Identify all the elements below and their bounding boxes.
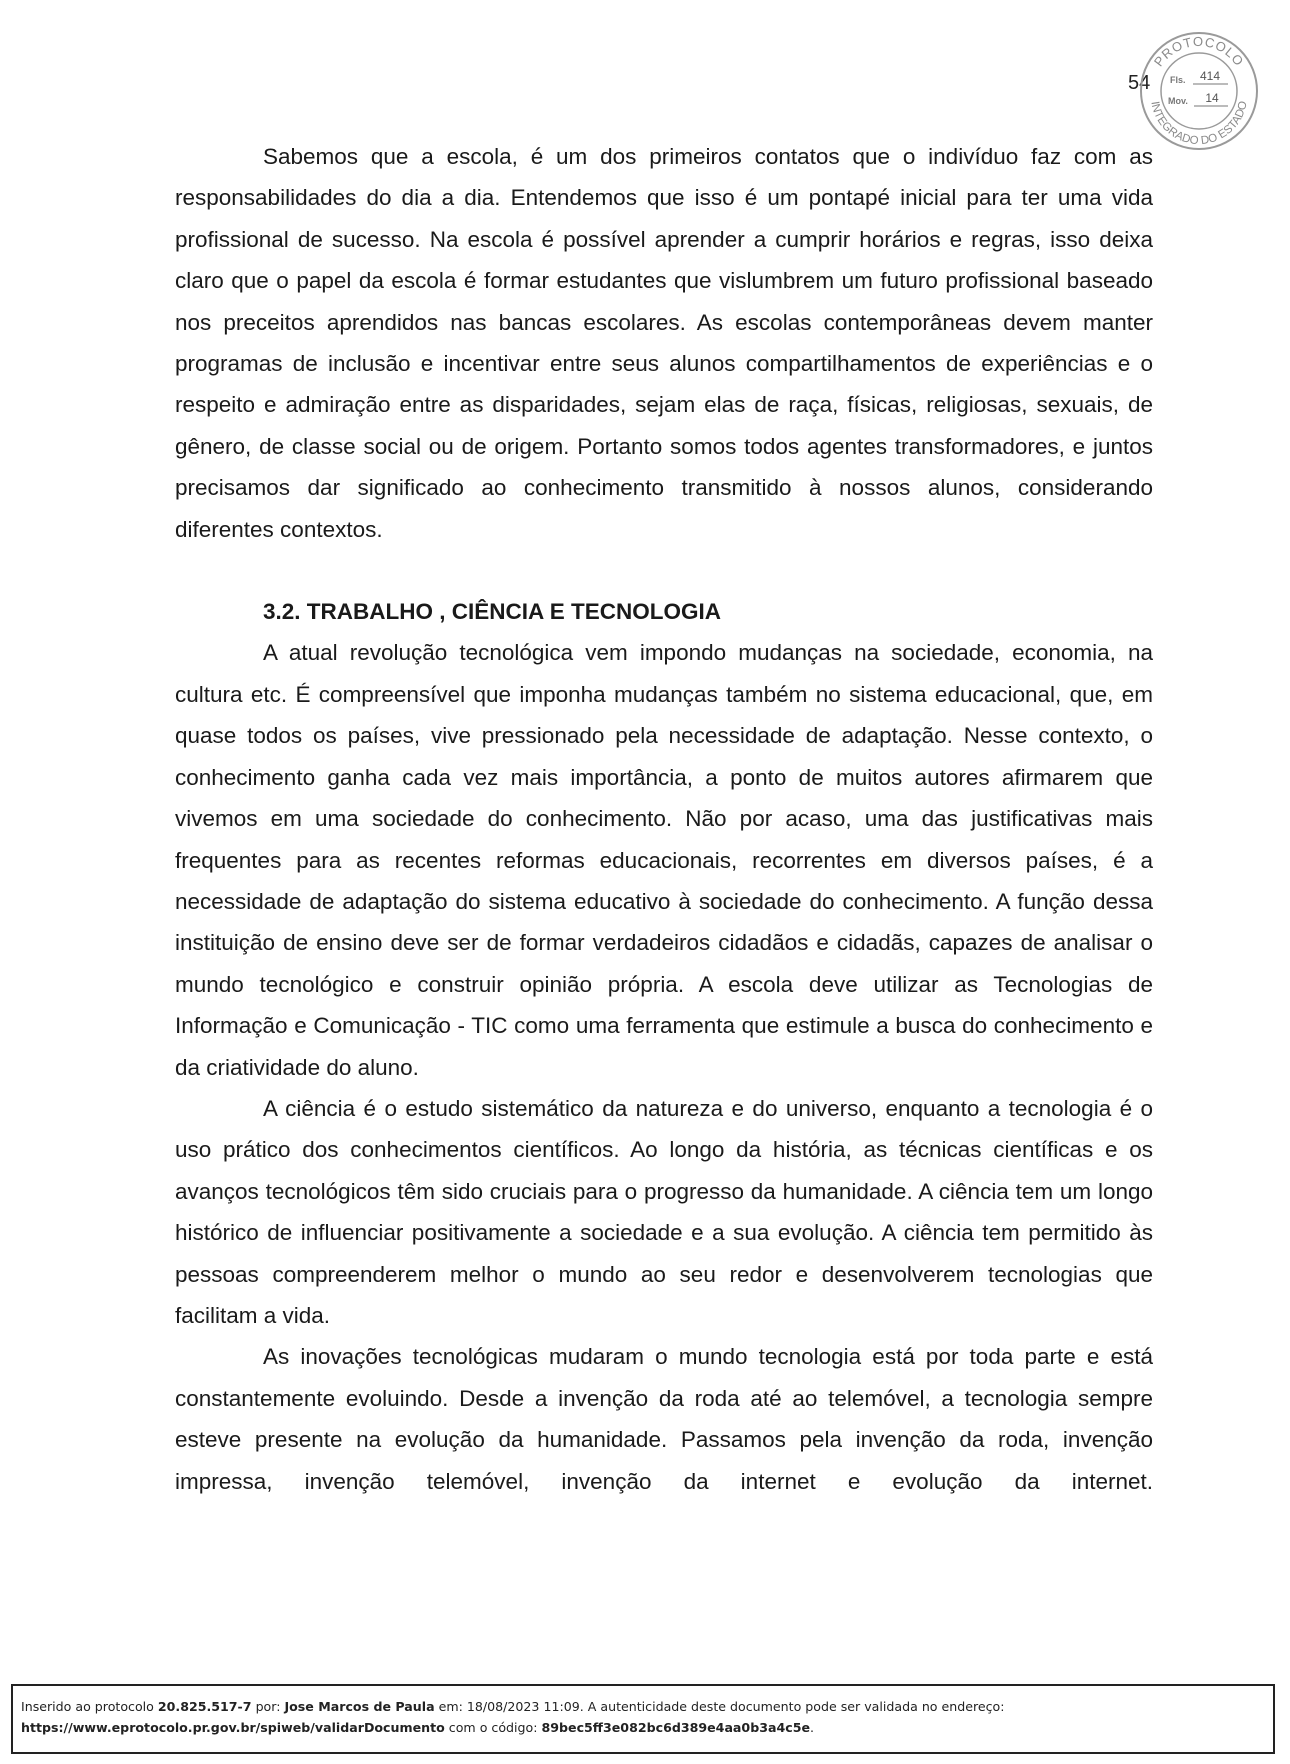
stamp-arc-top: PROTOCOLO	[1150, 33, 1248, 70]
stamp-fls-label: Fls.	[1170, 75, 1186, 85]
paragraph-escola: Sabemos que a escola, é um dos primeiros contatos que o indivíduo faz com as responsabilidades do dia a dia. Entendemos que isso é um pontapé inicial para ter uma vida profissional de sucesso. Na escola é possível aprender a cumprir horários e regras, isso deixa claro que o papel da escola é formar estudantes que vislumbrem um futuro profissional baseado nos preceitos aprendidos nas bancas escolares. As escolas contemporâneas devem manter programas de inclusão e incentivar entre seus alunos compartilhamentos de experiências e o respeito e admiração entre as disparidades, sejam elas de raça, físicas, religiosas, sexuais, de gênero, de classe social ou de origem. Portanto somos todos agentes transformadores, e juntos precisamos dar significado ao conhecimento transmitido à nossos alunos, considerando diferentes contextos.	[175, 144, 1153, 542]
footer-protocol-number: 20.825.517-7	[157, 1699, 252, 1714]
page-number: 54	[1128, 72, 1151, 94]
footer-codigo-label: com o código:	[444, 1720, 542, 1735]
stamp-mov-value: 14	[1205, 91, 1219, 105]
svg-text:INTEGRADO DO ESTADO	[1148, 100, 1249, 147]
section-heading: 3.2. TRABALHO , CIÊNCIA E TECNOLOGIA	[263, 599, 721, 625]
paragraph-inovacoes: As inovações tecnológicas mudaram o mundo tecnologia está por toda parte e está constantemente evoluindo. Desde a invenção da roda até ao telemóvel, a tecnologia sempre esteve presente na evolução da humanidade. Passamos pela invenção da roda, invenção impressa, invenção telemóvel, invenção da internet e evolução da internet.	[175, 1344, 1153, 1494]
footer-validation-link[interactable]: https://www.eprotocolo.pr.gov.br/spiweb/validarDocumento	[21, 1720, 445, 1735]
footer-end: .	[810, 1720, 815, 1735]
paragraph-ciencia: A ciência é o estudo sistemático da natureza e do universo, enquanto a tecnologia é o uso prático dos conhecimentos científicos. Ao longo da história, as técnicas científicas e os avanços tecnológicos têm sido cruciais para o progresso da humanidade. A ciência tem um longo histórico de influenciar positivamente a sociedade e a sua evolução. A ciência tem permitido às pessoas compreenderem melhor o mundo ao seu redor e desenvolverem tecnologias que facilitam a vida.	[175, 1095, 1153, 1328]
footer-author: Jose Marcos de Paula	[284, 1699, 435, 1714]
authentication-footer	[11, 1684, 1275, 1754]
document-body	[175, 136, 1153, 1502]
svg-text:PROTOCOLO	[1151, 34, 1247, 69]
footer-validation-code: 89bec5ff3e082bc6d389e4aa0b3a4c5e	[541, 1720, 811, 1735]
footer-prefix: Inserido ao protocolo	[21, 1699, 158, 1714]
footer-date-text: em: 18/08/2023 11:09. A autenticidade deste documento pode ser validada no endereço:	[434, 1699, 1005, 1714]
footer-line-2	[21, 1717, 1265, 1738]
protocol-stamp	[1138, 30, 1260, 152]
stamp-arc-bottom: INTEGRADO DO ESTADO	[1148, 100, 1250, 148]
stamp-fls-value: 414	[1199, 69, 1221, 83]
footer-line-1	[21, 1696, 1265, 1717]
stamp-mov-label: Mov.	[1168, 96, 1188, 106]
paragraph-revolucao-tecnologica: A atual revolução tecnológica vem impondo mudanças na sociedade, economia, na cultura etc. É compreensível que imponha mudanças também no sistema educacional, que, em quase todos os países, vive pressionado pela necessidade de adaptação. Nesse contexto, o conhecimento ganha cada vez mais importância, a ponto de muitos autores afirmarem que vivemos em uma sociedade do conhecimento. Não por acaso, uma das justificativas mais frequentes para as recentes reformas educacionais, recorrentes em diversos países, é a necessidade de adaptação do sistema educativo à sociedade do conhecimento. A função dessa instituição de ensino deve ser de formar verdadeiros cidadãos e cidadãs, capazes de analisar o mundo tecnológico e construir opinião própria. A escola deve utilizar as Tecnologias de Informação e Comunicação - TIC como uma ferramenta que estimule a busca do conhecimento e da criatividade do aluno.	[175, 640, 1153, 1080]
footer-por: por:	[251, 1699, 285, 1714]
